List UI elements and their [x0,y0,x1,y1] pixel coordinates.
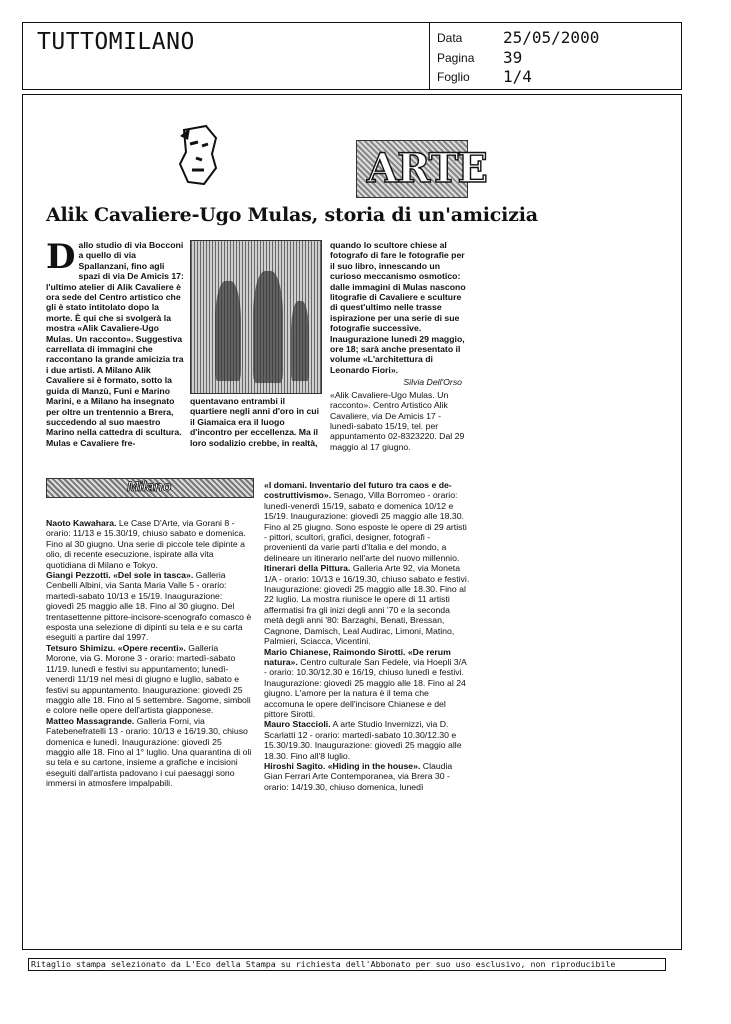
milano-banner [46,478,254,498]
date-label: Data [437,31,463,45]
article-signature: Silvia Dell'Orso [403,377,462,388]
face-illustration-icon [176,124,220,188]
listing-item: Mauro Staccioli. A arte Studio Invernizzi, via D. Scarlatti 12 - orario: martedì-sabato 10.30/12.30 e 15.30/19.30. Inaugurazione: giovedì 25 maggio alle 18.30. Fino all'8 luglio. [264,719,462,761]
listings-right [264,480,470,792]
listing-item: Matteo Massagrande. Galleria Forni, via Fatebenefratelli 13 - orario: 10/13 e 16/19.30, chiuso domenica e lunedì. Inaugurazione: giovedì 25 maggio alle 18. Fino al 1° luglio. Una quarantina di oli su tela e su cartone, insieme a grafiche e incisioni eseguiti dall'artista padovano i cui paesaggi sono immersi in atmosfere impalpabili. [46,715,252,789]
header-divider [429,23,430,89]
page-value: 39 [503,48,523,67]
listing-item: Hiroshi Sagito. «Hiding in the house». Claudia Gian Ferrari Arte Contemporanea, via Brera 30 - orario: 14/19.30, chiuso domenica, lunedì [264,760,453,792]
clipping-footer: Ritaglio stampa selezionato da L'Eco della Stampa su richiesta dell'Abbonato per suo uso esclusivo, non riproducibile [28,958,666,971]
listing-item: Tetsuro Shimizu. «Opere recenti». Galleria Morone, via G. Morone 3 - orario: martedì-sabato 11/19. lunedì e festivi su appuntamento; lunedì-venerdì 11/19 nel mesi di giugno e luglio, sabato e festivi su appuntamento. Inaugurazione: giovedì 25 maggio alle 18. Fino al 5 settembre. Sagome, simboli e colore nelle opere dell'artista giapponese. [46,642,251,716]
clipping-header [22,22,682,90]
article-headline: Alik Cavaliere-Ugo Mulas, storia di un'amicizia [46,204,538,226]
section-logo [356,140,487,198]
article-photo [190,240,322,394]
milano-banner-text: Milano [127,478,172,494]
exhibition-info: «Alik Cavaliere-Ugo Mulas. Un racconto». Centro Artistico Alik Cavaliere, via De Amicis 17 - lunedì-sabato 15/19, tel. per appuntamento 02-8323220. Dal 29 maggio al 17 giugno. [330,389,465,452]
listing-item: Giangi Pezzotti. «Del sole in tasca». Galleria Cenbelli Albini, via Santa Maria Valle 5 - orario: martedì-sabato 10/13 e 15/19. Inaugurazione: giovedì 25 maggio alle 18. Fino al 30 giugno. Del trentasettenne pittore-incisore-scenografo comasco è esposta una selezione di dipinti su tela e e su carta eseguiti a partire dal 1997. [46,570,252,643]
listings-left [46,518,252,789]
article-column-1-text: allo studio di via Bocconi a quello di via Spallanzani, fino agli spazi di via De Amicis 17: l'ultimo atelier di Alik Cavaliere è ora sede del Centro artistico che gli è stato intitolato dopo la morte. È qui che si svolgerà la mostra «Alik Cavaliere-Ugo Mulas. Un racconto». Suggestiva carrellata di immagini che raccontano la grande amicizia tra i due artisti. A Milano Alik Cavaliere si è formato, sotto la guida di Manzù, Funi e Marino Marini, e a Milano ha insegnato per oltre un trentennio a Brera, succedendo al suo maestro Marino nella cattedra di scultura. Mulas e Cavaliere fre- [46,240,184,448]
publication-title: TUTTOMILANO [37,29,195,55]
article-column-3 [330,240,470,452]
listing-item: Naoto Kawahara. Le Case D'Arte, via Gorani 8 - orario: 11/13 e 15.30/19, chiuso sabato e domenica. Fino al 30 giugno. Una serie di piccole tele dipinte a olio, di recente esecuzione, ispirate alla vita quotidiana di Milano e Tokyo. [46,518,246,570]
listing-item: Mario Chianese, Raimondo Sirotti. «De rerum natura». Centro culturale San Fedele, via Hoepli 3/A - orario: 10.30/12.30 e 16/19, chiuso lunedì e festivi. Inaugurazione: giovedì 25 maggio alle 18. Fino al 24 giugno. L'amore per la natura è il tema che accomuna le opere dell'incisore Chianese e del pittore Sirotti. [264,646,467,719]
listing-item: «I domani. Inventario del futuro tra caos e de-costruttivismo». Senago, Villa Borromeo - orario: lunedì-venerdì 15/19, sabato e domenica 10/12 e 15/19. Inaugurazione: giovedì 25 maggio alle 18.30. Fino al 25 giugno. Sono esposte le opere di 29 artisti - pittori, scultori, grafici, designer, fotografi - provenienti da varie parti d'Italia e del mondo, a delineare un itinerario nell'arte del nuovo millennio. [264,480,467,563]
listing-item: Itinerari della Pittura. Galleria Arte 92, via Moneta 1/A - orario: 10/13 e 16/19.30, chiuso sabato e festivi. Inaugurazione: giovedì 25 maggio alle 18.30. Fino al 22 luglio. La mostra riunisce le opere di 11 artisti affermatisi fra gli inizi degli anni '70 e la seconda metà degli anni '80: Barzaghi, Benati, Bressan, Cagnone, Damisch, Leal Audirac, Limoni, Matino, Palmieri, Sciacca, Vicentini. [264,563,470,647]
date-value: 25/05/2000 [503,28,600,47]
sheet-value: 1/4 [503,67,532,86]
article-column-1 [46,237,184,448]
section-logo-text: ARTE [367,145,487,192]
sheet-label: Foglio [437,70,470,84]
drop-cap: D [46,237,76,277]
page-label: Pagina [437,51,475,65]
article-column-2: quentavano entrambi il quartiere negli anni d'oro in cui il Giamaica era il luogo d'incontro per eccellenza. Ma il loro sodalizio crebbe, in realtà, [190,396,320,448]
article-column-3-text: quando lo scultore chiese al fotografo di fare le fotografie per il suo libro, innescando un curioso meccanismo osmotico: dalle immagini di Mulas nascono litografie di Cavaliere e sculture di quest'ultimo nelle trasse ispirazione per una serie di sue fotografie successive. Inaugurazione lunedì 29 maggio, ore 18; sarà anche presentato il volume «L'architettura di Leonardo Fiori». [330,240,466,375]
